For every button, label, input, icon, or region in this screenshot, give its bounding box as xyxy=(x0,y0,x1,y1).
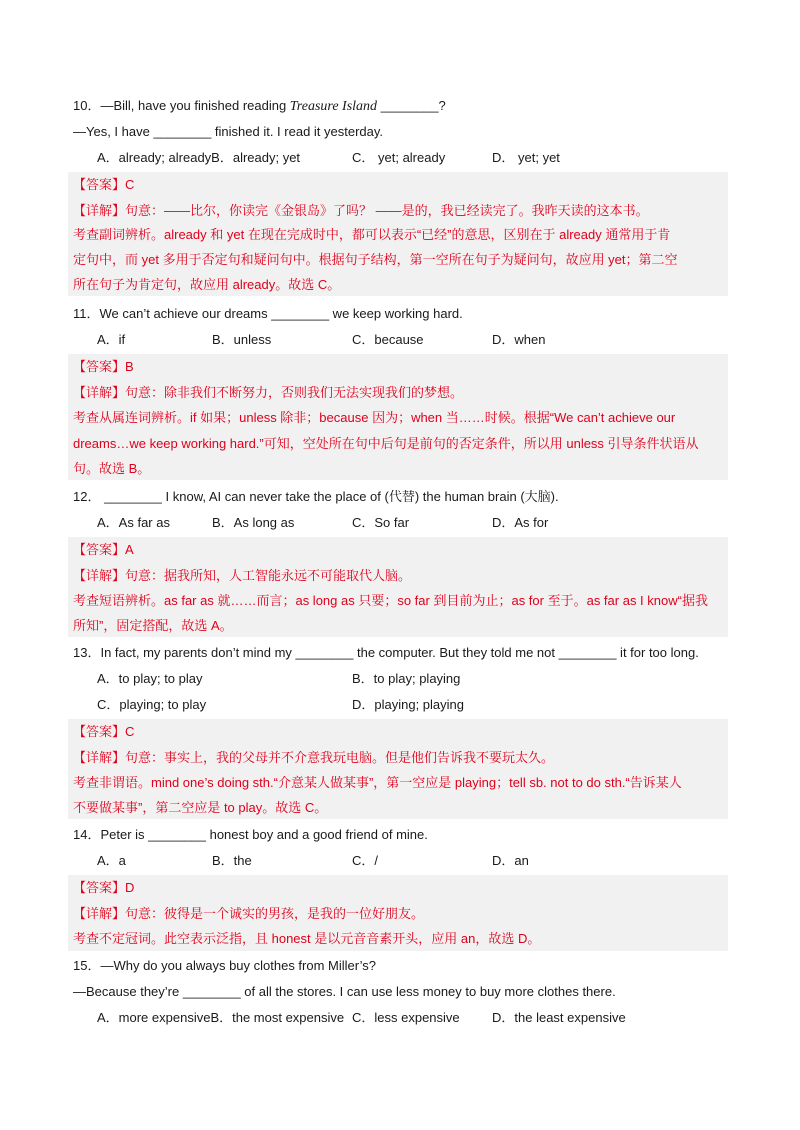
option-c: C．because xyxy=(352,332,424,347)
question-13-stem: 13．In fact, my parents don’t mind my ________ the computer. But they told me not ________ it for too long. xyxy=(73,645,699,660)
explanation-line: 所在句子为肯定句，故应用 already。故选 C。 xyxy=(73,277,341,292)
option-d: D．the least expensive xyxy=(492,1010,626,1025)
explanation-line: 【详解】句意：彼得是一个诚实的男孩，是我的一位好朋友。 xyxy=(73,906,425,921)
answer-block-10 xyxy=(68,172,728,296)
question-10-text-post: ________? xyxy=(377,98,446,113)
explanation-line: 考查副词辨析。already 和 yet 在现在完成时中，都可以表示“已经”的意思，区别在于 already 通常用于肯 xyxy=(73,227,671,242)
answer-block-12 xyxy=(68,537,728,637)
option-c: C．So far xyxy=(352,515,410,530)
question-15-options xyxy=(97,1005,737,1031)
question-12-stem: 12． ________ I know, AI can never take the place of (代替) the human brain (大脑). xyxy=(73,489,559,504)
question-10-stem xyxy=(73,93,446,119)
option-c: C．/ xyxy=(352,853,379,868)
explanation-line: 考查短语辨析。as far as 就……而言；as long as 只要；so far 到目前为止；as for 至于。as far as I know“据我 xyxy=(73,593,708,608)
question-12-options xyxy=(97,510,737,536)
option-a: A．a xyxy=(97,853,126,868)
option-b: B．As long as xyxy=(212,515,295,530)
question-15-line2: —Because they’re ________ of all the stores. I can use less money to buy more clothes there. xyxy=(73,984,616,999)
explanation-line: 【详解】句意：据我所知，人工智能永远不可能取代人脑。 xyxy=(73,568,412,583)
explanation-line: 不要做某事”，第二空应是 to play。故选 C。 xyxy=(73,800,328,815)
answer-label: 【答案】C xyxy=(73,177,135,192)
answer-label: 【答案】B xyxy=(73,359,134,374)
option-a: A．As far as xyxy=(97,515,170,530)
option-c: C． yet; already xyxy=(352,150,446,165)
question-15-stem: 15．—Why do you always buy clothes from Miller’s? xyxy=(73,958,376,973)
explanation-line: 【详解】句意：除非我们不断努力，否则我们无法实现我们的梦想。 xyxy=(73,385,464,400)
question-13-options-row1 xyxy=(97,666,737,692)
option-ab: A．more expensiveB．the most expensive xyxy=(97,1010,345,1025)
option-a: A．if xyxy=(97,332,126,347)
explanation-line: 考查非谓语。mind one’s doing sth.“介意某人做某事”，第一空应是 playing；tell sb. not to do sth.“告诉某人 xyxy=(73,775,682,790)
answer-block-13 xyxy=(68,719,728,819)
question-11-stem: 11．We can’t achieve our dreams ________ we keep working hard. xyxy=(73,306,463,321)
option-ab: A．already; alreadyB．already; yet xyxy=(97,150,301,165)
answer-label: 【答案】D xyxy=(73,880,135,895)
answer-block-14 xyxy=(68,875,728,951)
option-b: B．the xyxy=(212,853,252,868)
question-14-stem: 14．Peter is ________ honest boy and a good friend of mine. xyxy=(73,827,428,842)
option-b: B．unless xyxy=(212,332,272,347)
explanation-line: 定句中，而 yet 多用于否定句和疑问句中。根据句子结构，第一空所在句子为疑问句，故应用 yet；第二空 xyxy=(73,252,678,267)
explanation-line: 考查不定冠词。此空表示泛指，且 honest 是以元音音素开头，应用 an，故选 D。 xyxy=(73,931,541,946)
option-d: D．playing; playing xyxy=(352,697,465,712)
explanation-line: 【详解】句意：事实上，我的父母并不介意我玩电脑。但是他们告诉我不要玩太久。 xyxy=(73,750,555,765)
question-10-text-pre: 10．—Bill, have you finished reading xyxy=(73,98,290,113)
option-b: B．to play; playing xyxy=(352,671,461,686)
answer-label: 【答案】C xyxy=(73,724,135,739)
question-13-options-row2 xyxy=(97,692,737,718)
option-d: D．an xyxy=(492,853,529,868)
answer-label: 【答案】A xyxy=(73,542,134,557)
question-10-book-title: Treasure Island xyxy=(289,99,378,114)
explanation-line: 所知”，固定搭配，故选 A。 xyxy=(73,618,233,633)
explanation-line: dreams…we keep working hard.”可知，空处所在句中后句是前句的否定条件，所以用 unless 引导条件状语从 xyxy=(73,436,699,451)
answer-block-11 xyxy=(68,354,728,480)
option-d: D．when xyxy=(492,332,546,347)
option-d: D． yet; yet xyxy=(492,150,560,165)
explanation-line: 句。故选 B。 xyxy=(73,461,151,476)
explanation-line: 考查从属连词辨析。if 如果；unless 除非；because 因为；when 当……时候。根据“We can’t achieve our xyxy=(73,410,676,425)
question-11-options xyxy=(97,327,737,353)
option-c: C．less expensive xyxy=(352,1010,460,1025)
question-10-options xyxy=(97,145,737,171)
explanation-line: 【详解】句意：——比尔，你读完《金银岛》了吗？ ——是的，我已经读完了。我昨天读的这本书。 xyxy=(73,203,649,218)
option-d: D．As for xyxy=(492,515,549,530)
option-c: C．playing; to play xyxy=(97,697,207,712)
question-10-line2: —Yes, I have ________ finished it. I read it yesterday. xyxy=(73,124,384,139)
option-a: A．to play; to play xyxy=(97,671,203,686)
question-14-options xyxy=(97,848,737,874)
